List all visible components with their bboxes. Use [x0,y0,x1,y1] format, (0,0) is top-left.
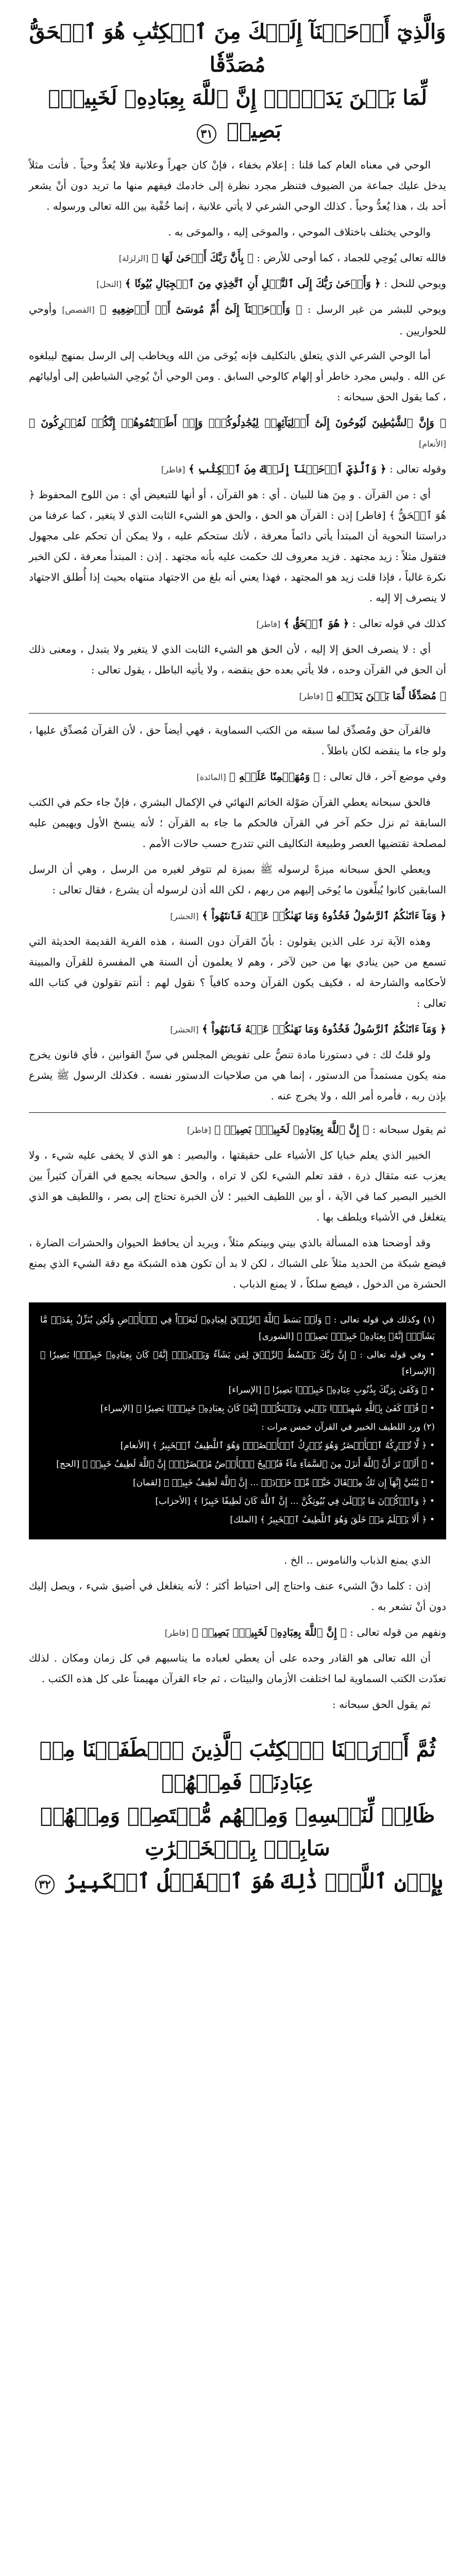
verse-line [29,81,446,147]
paragraph: إذن : كلما دقّ الشيء عنف واحتاج إلى احتياط أكثر ؛ لأنه يتغلغل في أضيق شيء ، ويصل إليك دون أنْ تشعر به . [29,1580,446,1613]
quran-quote: ﴿ وَمَآ ءَاتَىٰكُمُ ٱلرَّسُولُ فَخُذُوهُ وَمَا نَهَىٰكُمۡ عَنۡهُ فَٱنتَهُواْ ﴾ [201,1023,446,1035]
quote-line [29,1019,446,1040]
quote-line [29,247,446,269]
verse-line: ثُمَّ أَوۡرَثۡنَا ٱلۡكِتَٰبَ ٱلَّذِينَ ٱصۡطَفَيۡنَا مِنۡ عِبَادِنَاۖ فَمِنۡهُمۡ [39,1737,436,1794]
paragraph: الخبير الذي يعلم خبايا كل الأشياء على حقيقتها ، والبصير : هو الذي لا يخفى عليه شيء ، ولا يعزب عنه مثقال ذرة ، فقد تعلم الشيء لكن لا تراه ، والحق سبحانه يجمع في القرآن كثيراً بين الخبير البصير كما في الآية ، أو بين اللطيف الخبير ؛ لأن الخبرة تحتاج إلى بصر ، واللطيف هو الذي يتغلغل في الأشياء ويلطف بها . [29,1149,446,1223]
paragraph: ثم يقول الحق سبحانه : [332,1698,431,1710]
paragraph: ويعطي الحق سبحانه ميزةً لرسوله ﷺ بميزة لم تتوفر لغيره من الرسل ، وهي أن الرسل السابقين كانوا يُبلِّغون ما يُوحَى إليهم من ربهم ، لكن الله أذن لرسوله أن يشرع ، فقال تعالى : [29,863,446,896]
quran-quote: ﴿ بِأَنَّ رَبَّكَ أَوۡحَىٰ لَهَا ﴾ [151,251,253,264]
footnote: • وفي قوله تعالى : ﴿ إِنَّ رَبَّكَ يَبۡسُطُ ٱلرِّزۡقَ لِمَن يَشَآءُ وَيَقۡدِرُۚ إِنَّهُۥ كَانَ بِعِبَادِهِۦ خَبِيرَۢا بَصِيرٗا ﴾ [الإسراء] [40,1350,435,1377]
quote-line [29,905,446,927]
surah-ref: [المائدة] [196,772,226,782]
verse-line: وَالَّذِيٓ أَوۡحَيۡنَآ إِلَيۡكَ مِنَ ٱلۡكِتَٰبِ هُوَ ٱلۡحَقُّ مُصَدِّقٗا [29,20,446,77]
footnote: • ﴿ قُلۡ كَفَىٰ بِٱللَّهِ شَهِيدَۢا بَيۡنِي وَبَيۡنَكُمۡۚ إِنَّهُۥ كَانَ بِعِبَادِهِۦ خَبِيرَۢا بَصِيرٗا ﴾ [الإسراء] [100,1403,435,1414]
footnote: • ﴿ وَٱذۡكُرۡنَ مَا يُتۡلَىٰ فِي بُيُوتِكُنَّ ... إِنَّ ٱللَّهَ كَانَ لَطِيفًا خَبِيرًا ﴾ [الأحزاب] [155,1496,435,1506]
quote-line [29,459,446,480]
paragraph: فالحق سبحانه يعطي القرآن صَوْلة الخاتم النهائي في الإكمال البشري ، فإنْ جاء حكم في الكتب السابقة ثم نزل حكم آخر في القرآن فالحكم ما جاء به القرآن ؛ لأنه ينسخ الأول ويهيمن عليه لمصلحة تقتضيها العصر وطبيعة التكاليف التي تتدرج حسب حالات الأمم . [29,796,446,850]
quran-quote: ﴿ هُوَ ٱلۡحَقُّ ﴾ [283,617,349,630]
quote-line [29,273,446,295]
surah-ref: [الحشر] [170,911,199,921]
paragraph: والوحي يختلف باختلاف الموحي ، والموحَى إليه ، والموحَى به . [168,226,431,238]
quote-line [29,685,446,707]
footnote: • ﴿ أَلَمۡ تَرَ أَنَّ ٱللَّهَ أَنزَلَ مِنَ ٱلسَّمَآءِ مَآءٗ فَتُصۡبِحُ ٱلۡأَرۡضُ مُخۡضَرَّةًۚ إِنَّ ٱللَّهَ لَطِيفٌ خَبِيرٞ ﴾ [الحج] [56,1459,435,1469]
paragraph: فالقرآن حق ومُصدِّق لما سبقه من الكتب السماوية ، فهي أيضاً حق ، لأن القرآن مُصدِّق عليها ، ولو جاء ما ينقضه لكان باطلاً . [29,724,446,757]
quran-quote: ﴿ إِنَّ ٱللَّهَ بِعِبَادِهِۦ لَخَبِيرُۢ بَصِيرٞ ﴾ [214,1123,369,1136]
verse-banner-top [29,12,446,155]
paragraph: الذي يمنع الذباب والناموس .. الخ . [284,1554,431,1566]
quote-intro: ونفهم من قوله تعالى : [350,1626,446,1638]
paragraph: أما الوحي الشرعي الذي يتعلق بالتكليف فإنه يُوحَى من الله ويخاطب إلى الرسل بمنهج ليبلغوه عن الله . وليس مجرد خاطر أو إلهام كالوحي السابق . ومن الوحي أنْ يُوحِي الشياطين إلى أوليائهم ، كما يقول الحق سبحانه : [29,349,447,403]
section-divider [29,713,446,714]
surah-ref: [الحشر] [170,1025,199,1035]
quote-line [29,613,446,635]
quran-quote: ﴿ وَمُهَيۡمِنًا عَلَيۡهِ ﴾ [229,770,320,783]
paragraph: أي : من القرآن . و مِنَ هنا للبيان . أي : هو القرآن ، أو أنها للتبعيض أي : من اللوح المحفوظ ﴿ هُوَ ٱلۡحَقُّ ﴾ [فاطر] إذن : القرآن هو الحق ، والحق هو الشيء الثابت الذي لا يتغير ، كما عرفنا من دراستنا النحوية أن المبتدأ يأتي دائماً معرفة ، لأنك ستحكم عليه ، ولا يمكن أن تحكم على مجهول فتقول مثلاً : زيد مجتهد . فزيد معروف لك حكمت عليه بأنه مجتهد . إذن : المبتدأ معرفة ، لكن الخبر نكرة غالباً ، فإذا قلت زيد هو المجتهد ، فهذا يعني أنه بلغ من الاجتهاد منتهاه بحيث إذا أُطلق الاجتهاد لا ينصرف إلا إليه . [29,488,446,604]
quran-quote: ﴿ وَإِنَّ ٱلشَّيَٰطِينَ لَيُوحُونَ إِلَىٰٓ أَوۡلِيَآئِهِمۡ لِيُجَٰدِلُوكُمۡۖ وَإِنۡ أَطَعۡتُمُوهُمۡ إِنَّكُمۡ لَمُشۡرِكُونَ ﴾ [29,416,446,429]
footnote: • ﴿ يَٰبُنَيَّ إِنَّهَآ إِن تَكُ مِثۡقَالَ حَبَّةٖ مِّنۡ خَرۡدَلٖ ... إِنَّ ٱللَّهَ لَطِيفٌ خَبِيرٞ ﴾ [لقمان] [133,1478,435,1488]
quran-quote: ﴿ وَٱلَّذِيٓ أَوۡحَيۡنَآ إِلَيۡكَ مِنَ ٱلۡكِتَٰبِ ﴾ [188,463,386,475]
verse-number: ٣١ [197,124,216,144]
quote-intro: كذلك في قوله تعالى : [352,617,446,630]
quote-line [29,299,446,341]
quote-intro: ثم يقول سبحانه : [372,1123,446,1136]
quote-intro: ويوحي للبشر من غير الرسل : [307,303,447,315]
quote-intro: وقوله تعالى : [389,463,446,475]
footnote: • ﴿ أَلَا يَعۡلَمُ مَنۡ خَلَقَ وَهُوَ ٱللَّطِيفُ ٱلۡخَبِيرُ ﴾ [الملك] [230,1515,435,1525]
verse-line [29,1865,446,1898]
section-divider [29,1112,446,1113]
paragraph: أن الله تعالى هو القادر وحده على أن يعطي لعباده ما يناسبهم في كل زمان ومكان . لذلك تعدّدت الكتب السماوية لما اختلفت الأزمان والبيئات ، ثم جاء القرآن مهيمناً على كل هذه الكتب . [29,1652,446,1685]
surah-ref: [القصص] [62,305,95,315]
surah-ref: [فاطر] [164,1628,189,1638]
quran-quote: ﴿ وَمَآ ءَاتَىٰكُمُ ٱلرَّسُولُ فَخُذُوهُ وَمَا نَهَىٰكُمۡ عَنۡهُ فَٱنتَهُواْ ﴾ [201,909,446,922]
verse-line-text: بِإِذۡنِ ٱللَّهِۚ ذَٰلِكَ هُوَ ٱلۡفَضۡلُ ٱلۡكَبِيرُ [64,1869,444,1893]
surah-ref: [الأنعام] [418,439,446,449]
paragraph: وهذه الآية ترد على الذين يقولون : بأنّ القرآن دون السنة ، هذه الفرية القديمة الحديثة التي تسمع من حين ينادي بها من حين لآخر ، وهم لا يعلمون أن السنة هي المفسرة للقرآن والمبينة لأحكامه والشارحة له ، فكيف يكون القرآن وحده كافياً ؟ نقول لهم : أنتم تقولون في كتاب الله تعالى : [29,935,447,1009]
quran-quote: ﴿ إِنَّ ٱللَّهَ بِعِبَادِهِۦ لَخَبِيرُۢ بَصِيرٞ ﴾ [192,1626,347,1638]
paragraph: وقد أوضحنا هذه المسألة بالذي بيني وبينكم مثلاً ، ويريد أن يحافظ الحيوان والحشرات الضارة ، فيضع شبكة من الحديد مثلاً على الشباك ، لكن لا بد أن تكون هذه الشبكة مع دقة الشيء الذي يمنع الحشرة من الدخول ، فيضع سلكاً ، لا يمنع الذباب . [29,1236,446,1290]
quran-quote: ﴿ مُصَدِّقٗا لِّمَا بَيۡنَ يَدَيۡهِ ﴾ [326,689,446,702]
quote-intro: فالله تعالى يُوحِي للجماد ، كما أوحى للأرض : [257,251,446,264]
quote-intro: ويوحي للنحل : [384,277,446,290]
spacer [29,1720,446,1730]
surah-ref: [فاطر] [161,465,185,474]
surah-ref: [الزلزلة] [118,253,149,263]
surah-ref: [النحل] [96,279,122,289]
verse-line-text: لِّمَا بَيۡنَ يَدَيۡهِۗ إِنَّ ٱللَّهَ بِعِبَادِهِۦ لَخَبِيرُۢ بَصِيرٞ [48,86,427,143]
surah-ref: [فاطر] [187,1125,211,1135]
quran-quote: ﴿ وَأَوۡحَىٰ رَبُّكَ إِلَى ٱلنَّحۡلِ أَنِ ٱتَّخِذِي مِنَ ٱلۡجِبَالِ بُيُوتٗا ﴾ [125,277,381,290]
paragraph: ولو قلتُ لك : في دستورنا مادة تنصُّ على تفويض المجلس في سنِّ القوانين ، فأي قانون يخرج منه يكون مستمداً من الدستور ، إنما هي من صلاحيات الدستور نفسه . فكذلك الرسول ﷺ يشرع بإذن ربه ، فأمره أمر الله ، ولا يخرج عنه . [29,1048,446,1102]
verse-line: ظَالِمٞ لِّنَفۡسِهِۦ وَمِنۡهُم مُّقۡتَصِدٞ وَمِنۡهُمۡ سَابِقُۢ بِٱلۡخَيۡرَٰتِ [40,1803,435,1860]
paragraph: أي : لا ينصرف الحق إلا إليه ، لأن الحق هو الشيء الثابت الذي لا يتغير ولا يتبدل ، ومعنى ذلك أن الحق في القرآن وحده ، فلا يأتي بعده حق ينقضه ، ولا يأتيه الباطل ، يقول تعالى : [29,643,446,676]
verse-number: ٣٢ [35,1875,55,1894]
footnotes-box [29,1302,446,1539]
footnote: • ﴿ وَكَفَىٰ بِرَبِّكَ بِذُنُوبِ عِبَادِهِۦ خَبِيرَۢا بَصِيرٗا ﴾ [الإسراء] [228,1385,435,1395]
quote-line [29,766,446,788]
surah-ref: [فاطر] [256,619,281,629]
quran-quote: ﴿ وَأَوۡحَيۡنَآ إِلَىٰٓ أُمِّ مُوسَىٰٓ أَنۡ أَرۡضِعِيهِ ﴾ [100,303,302,315]
quote-intro: وفي موضع آخر ، قال تعالى : [323,770,446,783]
quote-outro: وأوحي للحواريين . [29,303,446,337]
footnote: (١) وكذلك في قوله تعالى : ﴿ وَلَوۡ بَسَطَ ٱللَّهُ ٱلرِّزۡقَ لِعِبَادِهِۦ لَبَغَوۡاْ فِي ٱلۡأَرۡضِ وَلَٰكِن يُنَزِّلُ بِقَدَرٖ مَّا يَشَآءُۚ إِنَّهُۥ بِعِبَادِهِۦ خَبِيرُۢ بَصِيرٞ ﴾ [الشورى] [40,1315,435,1342]
surah-ref: [فاطر] [299,691,324,701]
quote-line [29,1622,446,1643]
paragraph: الوحي في معناه العام كما قلنا : إعلام بخفاء ، فإنْ كان جهراً وعلانية فلا يُعدُّ وحياً . فأنت مثلاً يدخل عليك جماعة من الضيوف فتنظر مجرد نظرة إلى خادمك فيفهم منها ما تريد دون أنْ يشعر أحد بك ، هذا يُعدُّ وحياً . كذلك الوحي الشرعي لا يأتي علانية ، إنما خُفْية بين الله تعالى ورسوله . [29,159,446,212]
quote-line [29,412,446,454]
verse-banner-bottom [29,1730,446,1905]
quote-line [29,1119,446,1141]
footnote: • ﴿ لَّا تُدۡرِكُهُ ٱلۡأَبۡصَٰرُ وَهُوَ يُدۡرِكُ ٱلۡأَبۡصَٰرَۖ وَهُوَ ٱللَّطِيفُ ٱلۡخَبِيرُ ﴾ [الأنعام] [120,1440,435,1451]
footnote: (٢) ورد اللطيف الخبير في القرآن خمس مرات : [261,1422,435,1432]
